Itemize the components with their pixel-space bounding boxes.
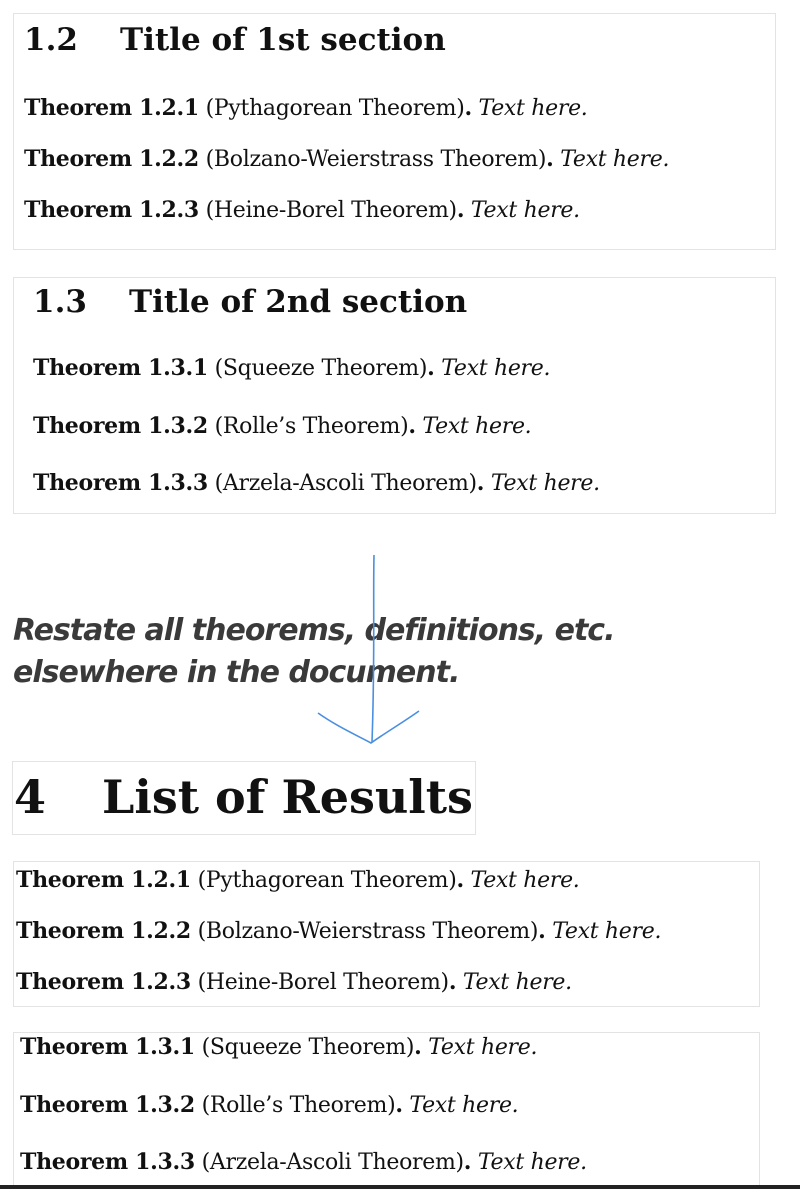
theorem-name: (Pythagorean Theorem)	[205, 96, 465, 121]
theorem-name: (Heine-Borel Theorem)	[197, 970, 449, 995]
results-section-title: List of Results	[102, 770, 473, 824]
theorem-text: Text here.	[470, 868, 580, 893]
theorem-label: Theorem 1.2.3	[24, 197, 199, 223]
annotation-line-1: Restate all theorems, definitions, etc.	[13, 613, 615, 648]
bottom-edge-line	[0, 1185, 800, 1189]
theorem-1-3-3: Theorem 1.3.3 (Arzela-Ascoli Theorem). Text here.	[33, 470, 600, 496]
theorem-1-2-1: Theorem 1.2.1 (Pythagorean Theorem). Text here.	[24, 95, 588, 121]
theorem-label: Theorem 1.2.3	[16, 969, 191, 995]
theorem-name: (Arzela-Ascoli Theorem)	[214, 471, 477, 496]
theorem-text: Text here.	[478, 96, 588, 121]
theorem-name: (Bolzano-Weierstrass Theorem)	[197, 919, 539, 944]
theorem-1-2-3: Theorem 1.2.3 (Heine-Borel Theorem). Text here.	[24, 197, 580, 223]
theorem-text: Text here.	[462, 970, 572, 995]
theorem-text: Text here.	[409, 1093, 519, 1118]
theorem-label: Theorem 1.3.1	[20, 1034, 195, 1060]
result-1-2-2: Theorem 1.2.2 (Bolzano-Weierstrass Theorem). Text here.	[16, 918, 662, 944]
section-number: 1.3	[33, 284, 87, 320]
theorem-label: Theorem 1.2.2	[16, 918, 191, 944]
theorem-name: (Heine-Borel Theorem)	[205, 198, 457, 223]
theorem-text: Text here.	[441, 356, 551, 381]
theorem-name: (Rolle’s Theorem)	[201, 1093, 396, 1118]
theorem-label: Theorem 1.3.2	[33, 413, 208, 439]
theorem-text: Text here.	[560, 147, 670, 172]
section-number: 1.2	[24, 22, 78, 58]
annotation-line-2: elsewhere in the document.	[13, 655, 460, 690]
result-1-3-1: Theorem 1.3.1 (Squeeze Theorem). Text here.	[20, 1034, 538, 1060]
theorem-label: Theorem 1.2.2	[24, 146, 199, 172]
result-1-2-3: Theorem 1.2.3 (Heine-Borel Theorem). Text here.	[16, 969, 572, 995]
theorem-label: Theorem 1.2.1	[16, 867, 191, 893]
section-title: Title of 2nd section	[129, 284, 468, 320]
theorem-label: Theorem 1.3.3	[20, 1149, 195, 1175]
theorem-label: Theorem 1.3.1	[33, 355, 208, 381]
theorem-label: Theorem 1.3.2	[20, 1092, 195, 1118]
theorem-text: Text here.	[422, 414, 532, 439]
theorem-label: Theorem 1.2.1	[24, 95, 199, 121]
theorem-text: Text here.	[470, 198, 580, 223]
theorem-name: (Rolle’s Theorem)	[214, 414, 409, 439]
theorem-text: Text here.	[552, 919, 662, 944]
theorem-name: (Bolzano-Weierstrass Theorem)	[205, 147, 547, 172]
theorem-text: Text here.	[477, 1150, 587, 1175]
theorem-name: (Pythagorean Theorem)	[197, 868, 457, 893]
theorem-name: (Arzela-Ascoli Theorem)	[201, 1150, 464, 1175]
theorem-1-2-2: Theorem 1.2.2 (Bolzano-Weierstrass Theorem). Text here.	[24, 146, 670, 172]
result-1-3-3: Theorem 1.3.3 (Arzela-Ascoli Theorem). Text here.	[20, 1149, 587, 1175]
theorem-label: Theorem 1.3.3	[33, 470, 208, 496]
results-section-number: 4	[14, 770, 47, 824]
result-1-2-1: Theorem 1.2.1 (Pythagorean Theorem). Text here.	[16, 867, 580, 893]
theorem-1-3-2: Theorem 1.3.2 (Rolle’s Theorem). Text here.	[33, 413, 532, 439]
result-1-3-2: Theorem 1.3.2 (Rolle’s Theorem). Text here.	[20, 1092, 519, 1118]
results-heading	[14, 770, 473, 824]
theorem-text: Text here.	[490, 471, 600, 496]
theorem-text: Text here.	[428, 1035, 538, 1060]
section-title: Title of 1st section	[120, 22, 446, 58]
theorem-name: (Squeeze Theorem)	[214, 356, 428, 381]
theorem-name: (Squeeze Theorem)	[201, 1035, 415, 1060]
theorem-1-3-1: Theorem 1.3.1 (Squeeze Theorem). Text here.	[33, 355, 551, 381]
